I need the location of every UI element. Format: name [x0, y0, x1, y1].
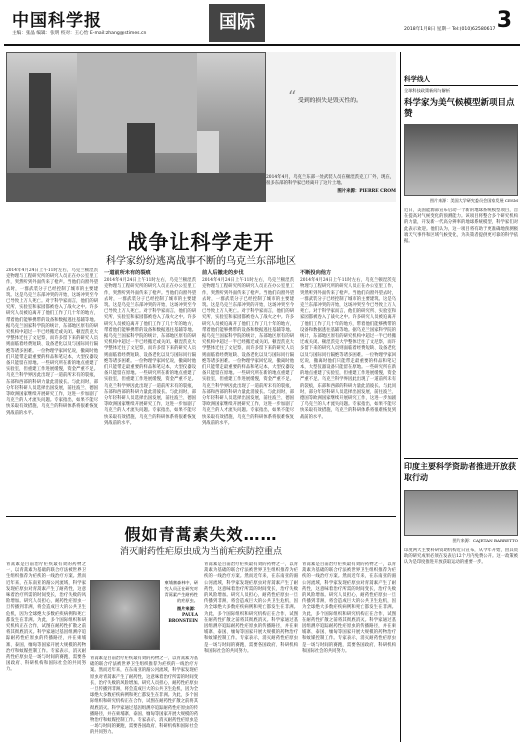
sidebar-divider [400, 52, 401, 742]
masthead [4, 4, 520, 46]
sidebar-photo-2-credit: 图片来源：CAJETAN BARRETTO [452, 538, 518, 543]
second-body-col-1: 青蒿素是目前治疗疟疾最有效的药物之一，以青蒿素为基础的联合疗法被世界卫生组织推荐为疟疾的一线治疗方案。然而近年来，在东南亚的湄公河流域，科学家发现疟原虫对青蒿素产生了耐药性，这意味着治疗所需的时间变长，治疗失败的风险增加。研究人员担心，耐药性疟原虫一旦传播到非洲，将会造成巨大的公共卫生危机，因为全球绝大多数疟疾病例和死亡都发生在非洲。为此，多个国际组织和研究机构正在合作，试图在耐药性扩散之前将其彻底消灭。科学家通过基因组测序追踪耐药性疟原虫的传播路径，并在柬埔寨、泰国、缅甸等国家开展大规模的药物治疗和蚊媒控制工作。专家表示，消灭耐药性疟原虫是一场与时间的赛跑，需要各国政府、科研机构和国际社会的共同努力。 [6, 562, 86, 673]
lead-body-col-3: 前人后撤走的步伐 2014年4月24日上午11时左右，乌克兰顿涅茨克物理与工程研究所的研究人员正在办公室里工作，突然听到外面传来了枪声。当他们向窗外望去时，一群武装分子已经控制了城市的主要建筑。这是乌克兰东部冲突的开始，这场冲突至今已导致上万人死亡。对于科学家而言，他们的研究所、实验室和家园都被卷入了战火之中。许多研究人员被迫离开了他们工作了几十年的地方，带着他们能够携带的设备和数据逃往基辅等地。据乌克兰国家科学院的统计，东部地区原有的研究机构中超过一半已经搬迁或关闭。顿涅茨克大学整体迁往了文尼察，而许多留下来的研究人员则面临着经费短缺、设备老化以及与国际同行隔绝等诸多困难。一位物理学家回忆说，撤离时他们只能带走最重要的样品和笔记本，大型仪器设备只能留在原地。一些研究所在新的地点重建了实验室，但重建工作进展缓慢，资金严重不足。乌克兰科学界因此出现了一道前所未有的裂痕，东部和西部的科研力量此消彼长。与此同时，部分年轻科研人员选择出国发展，前往波兰、德国等欧洲国家继续开展研究工作，这进一步加剧了乌克兰的人才流失问题。专家指出，如果不能尽快采取有效措施，乌克兰的科研体系将很难恢复到战前的水平。 [202, 270, 294, 426]
sidebar-body-1: 近日，美国能源部宣布启动一个新的地球系统模型项目，旨在提高对气候变化的预测能力。该项目将整合多个研究机构的力量，开发新一代高分辨率的地球系统模型，科学家们对此表示欢迎。他们认为，这一项目将有助于更准确地预测极端天气事件和区域气候变化，为决策者提供更可靠的科学依据。 [404, 208, 518, 245]
newspaper-logo: 中国科学报 [12, 11, 102, 31]
sidebar-headline-1: 科学家为美气候模型新项目点赞 [404, 98, 515, 119]
sidebar-photo-1 [404, 124, 518, 196]
sidebar-headline-2: 印度主要科学资助者推进开放获取行动 [404, 462, 516, 482]
lead-photo-caption: 2014年4月，乌克兰东部一处武装人员在顿涅茨克工厂外，现在，很多东部的科学家已经离开了这片土地。 图片来源：PIERRE CROM [266, 175, 396, 194]
page-number: 3 [496, 8, 512, 33]
lead-photo [6, 52, 266, 202]
quote-mark-icon: “ [288, 87, 297, 106]
section-divider [6, 516, 396, 517]
lead-subhead: 科学家纷纷逃离战事不断的乌克兰东部地区 [106, 256, 296, 267]
sidebar-body-2: 印度两大主要科研资助机构近日宣布，从今年开始，由其资助的研究成果必须在发表后12个月内免费公开。这一政策被认为是印度推进开放获取运动的重要一步。 [404, 548, 518, 566]
lead-photo-credit: 图片来源：PIERRE CROM [337, 189, 396, 194]
pull-quote: “ 受到的损失是毁灭性的。 [288, 87, 362, 106]
sidebar-photo-2 [404, 490, 518, 536]
second-body-col-4: 青蒿素是目前治疗疟疾最有效的药物之一，以青蒿素为基础的联合疗法被世界卫生组织推荐为疟疾的一线治疗方案。然而近年来，在东南亚的湄公河流域，科学家发现疟原虫对青蒿素产生了耐药性，这意味着治疗所需的时间变长，治疗失败的风险增加。研究人员担心，耐药性疟原虫一旦传播到非洲，将会造成巨大的公共卫生危机，因为全球绝大多数疟疾病例和死亡都发生在非洲。为此，多个国际组织和研究机构正在合作，试图在耐药性扩散之前将其彻底消灭。科学家通过基因组测序追踪耐药性疟原虫的传播路径，并在柬埔寨、泰国、缅甸等国家开展大规模的药物治疗和蚊媒控制工作。专家表示，消灭耐药性疟原虫是一场与时间的赛跑，需要各国政府、科研机构和国际社会的共同努力。 [302, 562, 396, 654]
editor-line: 主编：张晶 编辑：张明 校对：王心怡 E-mail:zhang@stimes.cn [12, 31, 147, 36]
second-subhead: 消灭耐药性疟原虫成为当前疟疾防控重点 [119, 547, 282, 557]
issue-date: 2018年1月8日 星期一 Tel:(010)62580617 [404, 27, 496, 32]
soldier-figure [29, 73, 51, 168]
lead-headline: 战争让科学走开 [127, 230, 275, 254]
seated-figure [127, 123, 155, 178]
second-photo-caption: 柬埔寨森林中，研究人员正在研究对青蒿素产生耐药性的疟原虫。 图片来源：PAULA BRONSTEIN [162, 580, 198, 624]
ground [7, 173, 266, 202]
lead-subheading-3: 不断投向他方 [300, 270, 332, 276]
section-label: 国际 [209, 4, 265, 42]
sidebar-rule [404, 458, 518, 459]
sidebar-subtitle: 全球科技政策新闻与解析 [404, 88, 451, 93]
lead-body-col-1: 2014年4月24日上午11时左右，乌克兰顿涅茨克物理与工程研究所的研究人员正在办公室里工作，突然听到外面传来了枪声。当他们向窗外望去时，一群武装分子已经控制了城市的主要建筑。这是乌克兰东部冲突的开始，这场冲突至今已导致上万人死亡。对于科学家而言，他们的研究所、实验室和家园都被卷入了战火之中。许多研究人员被迫离开了他们工作了几十年的地方，带着他们能够携带的设备和数据逃往基辅等地。据乌克兰国家科学院的统计，东部地区原有的研究机构中超过一半已经搬迁或关闭。顿涅茨克大学整体迁往了文尼察，而许多留下来的研究人员则面临着经费短缺、设备老化以及与国际同行隔绝等诸多困难。一位物理学家回忆说，撤离时他们只能带走最重要的样品和笔记本，大型仪器设备只能留在原地。一些研究所在新的地点重建了实验室，但重建工作进展缓慢，资金严重不足。乌克兰科学界因此出现了一道前所未有的裂痕，东部和西部的科研力量此消彼长。与此同时，部分年轻科研人员选择出国发展，前往波兰、德国等欧洲国家继续开展研究工作，这进一步加剧了乌克兰的人才流失问题。专家指出，如果不能尽快采取有效措施，乌克兰的科研体系将很难恢复到战前的水平。 [6, 268, 98, 416]
lead-body-col-2: 一道前所未有的裂痕 2014年4月24日上午11时左右，乌克兰顿涅茨克物理与工程研究所的研究人员正在办公室里工作，突然听到外面传来了枪声。当他们向窗外望去时，一群武装分子已经控制了城市的主要建筑。这是乌克兰东部冲突的开始，这场冲突至今已导致上万人死亡。对于科学家而言，他们的研究所、实验室和家园都被卷入了战火之中。许多研究人员被迫离开了他们工作了几十年的地方，带着他们能够携带的设备和数据逃往基辅等地。据乌克兰国家科学院的统计，东部地区原有的研究机构中超过一半已经搬迁或关闭。顿涅茨克大学整体迁往了文尼察，而许多留下来的研究人员则面临着经费短缺、设备老化以及与国际同行隔绝等诸多困难。一位物理学家回忆说，撤离时他们只能带走最重要的样品和笔记本，大型仪器设备只能留在原地。一些研究所在新的地点重建了实验室，但重建工作进展缓慢，资金严重不足。乌克兰科学界因此出现了一道前所未有的裂痕，东部和西部的科研力量此消彼长。与此同时，部分年轻科研人员选择出国发展，前往波兰、德国等欧洲国家继续开展研究工作，这进一步加剧了乌克兰的人才流失问题。专家指出，如果不能尽快采取有效措施，乌克兰的科研体系将很难恢复到战前的水平。 [104, 270, 196, 426]
lead-subheading-2: 前人后撤走的步伐 [202, 270, 244, 276]
second-photo [90, 580, 160, 650]
lead-body-col-4: 不断投向他方 2014年4月24日上午11时左右，乌克兰顿涅茨克物理与工程研究所的研究人员正在办公室里工作，突然听到外面传来了枪声。当他们向窗外望去时，一群武装分子已经控制了城市的主要建筑。这是乌克兰东部冲突的开始，这场冲突至今已导致上万人死亡。对于科学家而言，他们的研究所、实验室和家园都被卷入了战火之中。许多研究人员被迫离开了他们工作了几十年的地方，带着他们能够携带的设备和数据逃往基辅等地。据乌克兰国家科学院的统计，东部地区原有的研究机构中超过一半已经搬迁或关闭。顿涅茨克大学整体迁往了文尼察，而许多留下来的研究人员则面临着经费短缺、设备老化以及与国际同行隔绝等诸多困难。一位物理学家回忆说，撤离时他们只能带走最重要的样品和笔记本，大型仪器设备只能留在原地。一些研究所在新的地点重建了实验室，但重建工作进展缓慢，资金严重不足。乌克兰科学界因此出现了一道前所未有的裂痕，东部和西部的科研力量此消彼长。与此同时，部分年轻科研人员选择出国发展，前往波兰、德国等欧洲国家继续开展研究工作，这进一步加剧了乌克兰的人才流失问题。专家指出，如果不能尽快采取有效措施，乌克兰的科研体系将很难恢复到战前的水平。 [300, 270, 396, 420]
lead-subheading-1: 一道前所未有的裂痕 [104, 270, 151, 276]
second-body-col-3: 青蒿素是目前治疗疟疾最有效的药物之一，以青蒿素为基础的联合疗法被世界卫生组织推荐为疟疾的一线治疗方案。然而近年来，在东南亚的湄公河流域，科学家发现疟原虫对青蒿素产生了耐药性，这意味着治疗所需的时间变长，治疗失败的风险增加。研究人员担心，耐药性疟原虫一旦传播到非洲，将会造成巨大的公共卫生危机，因为全球绝大多数疟疾病例和死亡都发生在非洲。为此，多个国际组织和研究机构正在合作，试图在耐药性扩散之前将其彻底消灭。科学家通过基因组测序追踪耐药性疟原虫的传播路径，并在柬埔寨、泰国、缅甸等国家开展大规模的药物治疗和蚊媒控制工作。专家表示，消灭耐药性疟原虫是一场与时间的赛跑，需要各国政府、科研机构和国际社会的共同努力。 [204, 562, 298, 654]
second-headline: 假如青蒿素失效…… [124, 525, 278, 544]
second-body-col-2: 青蒿素是目前治疗疟疾最有效的药物之一，以青蒿素为基础的联合疗法被世界卫生组织推荐为疟疾的一线治疗方案。然而近年来，在东南亚的湄公河流域，科学家发现疟原虫对青蒿素产生了耐药性，这意味着治疗所需的时间变长，治疗失败的风险增加。研究人员担心，耐药性疟原虫一旦传播到非洲，将会造成巨大的公共卫生危机，因为全球绝大多数疟疾病例和死亡都发生在非洲。为此，多个国际组织和研究机构正在合作，试图在耐药性扩散之前将其彻底消灭。科学家通过基因组测序追踪耐药性疟原虫的传播路径，并在柬埔寨、泰国、缅甸等国家开展大规模的药物治疗和蚊媒控制工作。专家表示，消灭耐药性疟原虫是一场与时间的赛跑，需要各国政府、科研机构和国际社会的共同努力。 [90, 656, 198, 736]
sidebar-photo-1-credit: 图片来源：美国大学研究委员会国家发展 CESM [429, 198, 518, 203]
second-photo-credit: 图片来源：PAULA BRONSTEIN [168, 606, 198, 623]
sidebar-title: 科学线人 [404, 74, 518, 86]
